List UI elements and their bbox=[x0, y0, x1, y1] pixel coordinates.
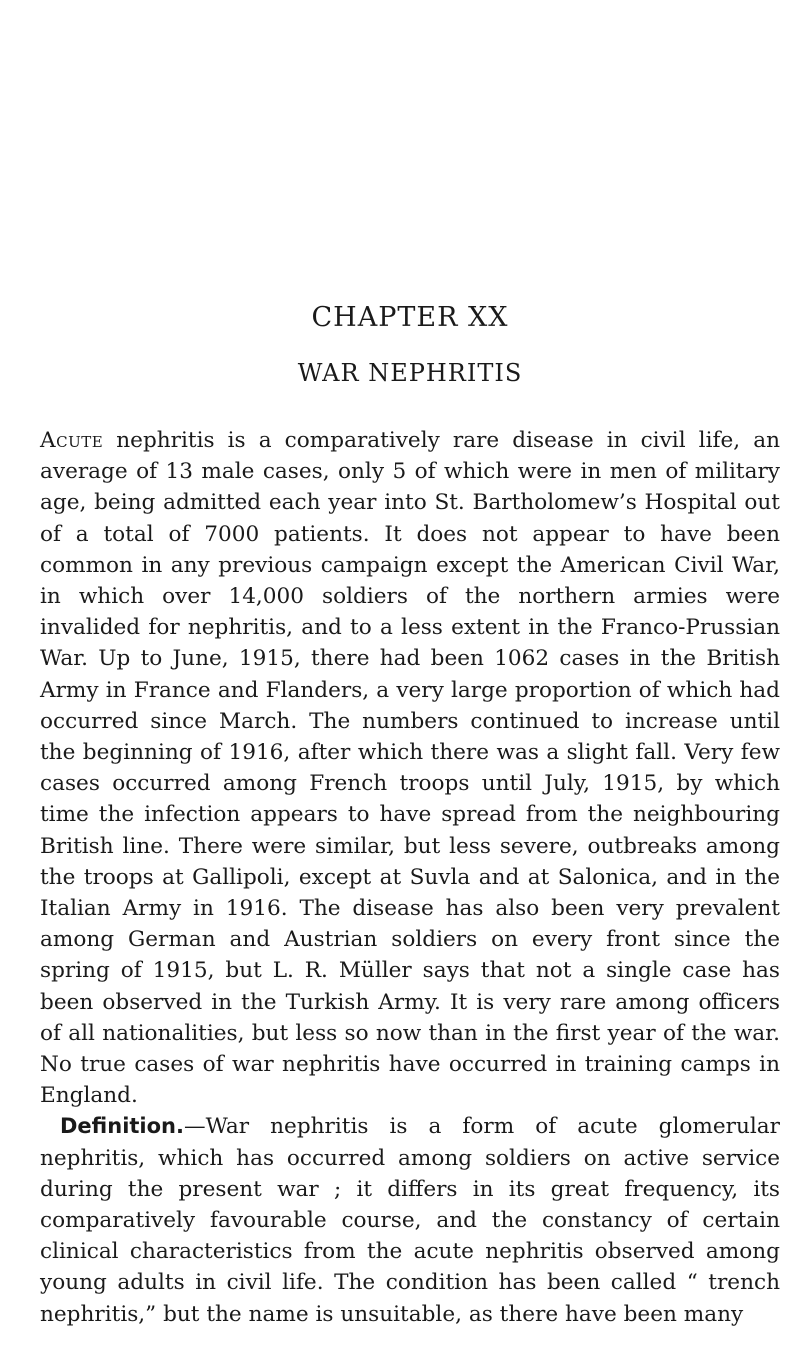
paragraph-definition bbox=[40, 1111, 780, 1329]
definition-heading: Definition. bbox=[60, 1114, 184, 1139]
chapter-title: WAR NEPHRITIS bbox=[297, 359, 523, 387]
paragraph-intro-text: nephritis is a comparatively rare disease in civil life, an average of 13 male cases, only 5 of which were in men of military age, being admitted each year into St. Bartholomew’s Hospital out of a total of 7000 patients. It does not appear to have been common in any previous campaign except the American Civil War, in which over 14,000 soldiers of the northern armies were invalided for nephritis, and to a less extent in the Franco-Prussian War. Up to June, 1915, there had been 1062 cases in the British Army in France and Flanders, a very large proportion of which had occurred since March. The numbers continued to increase until the beginning of 1916, after which there was a slight fall. Very few cases occurred among French troops until July, 1915, by which time the infection appears to have spread from the neighbouring British line. There were similar, but less severe, outbreaks among the troops at Gallipoli, except at Suvla and at Salonica, and in the Italian Army in 1916. The disease has also been very prevalent among German and Austrian soldiers on every front since the spring of 1915, but L. R. Müller says that not a single case has been observed in the Turkish Army. It is very rare among officers of all nationalities, but less so now than in the first year of the war. No true cases of war nephritis have occurred in training camps in England. bbox=[40, 428, 780, 1109]
book-page bbox=[40, 0, 780, 1367]
paragraph-intro bbox=[40, 425, 780, 1111]
paragraph-definition-text: —War nephritis is a form of acute glomerular nephritis, which has occurred among soldiers on active service during the present war ; it differs in its great frequency, its comparatively favourable course, and the constancy of certain clinical characteristics from the acute nephritis observed among young adults in civil life. The condition has been called “ trench nephritis,” but the name is unsuitable, as there have been many bbox=[40, 1114, 780, 1327]
paragraph-lead-word: Acute bbox=[40, 428, 104, 453]
chapter-number: CHAPTER XX bbox=[311, 302, 509, 333]
chapter-body bbox=[40, 425, 780, 1330]
